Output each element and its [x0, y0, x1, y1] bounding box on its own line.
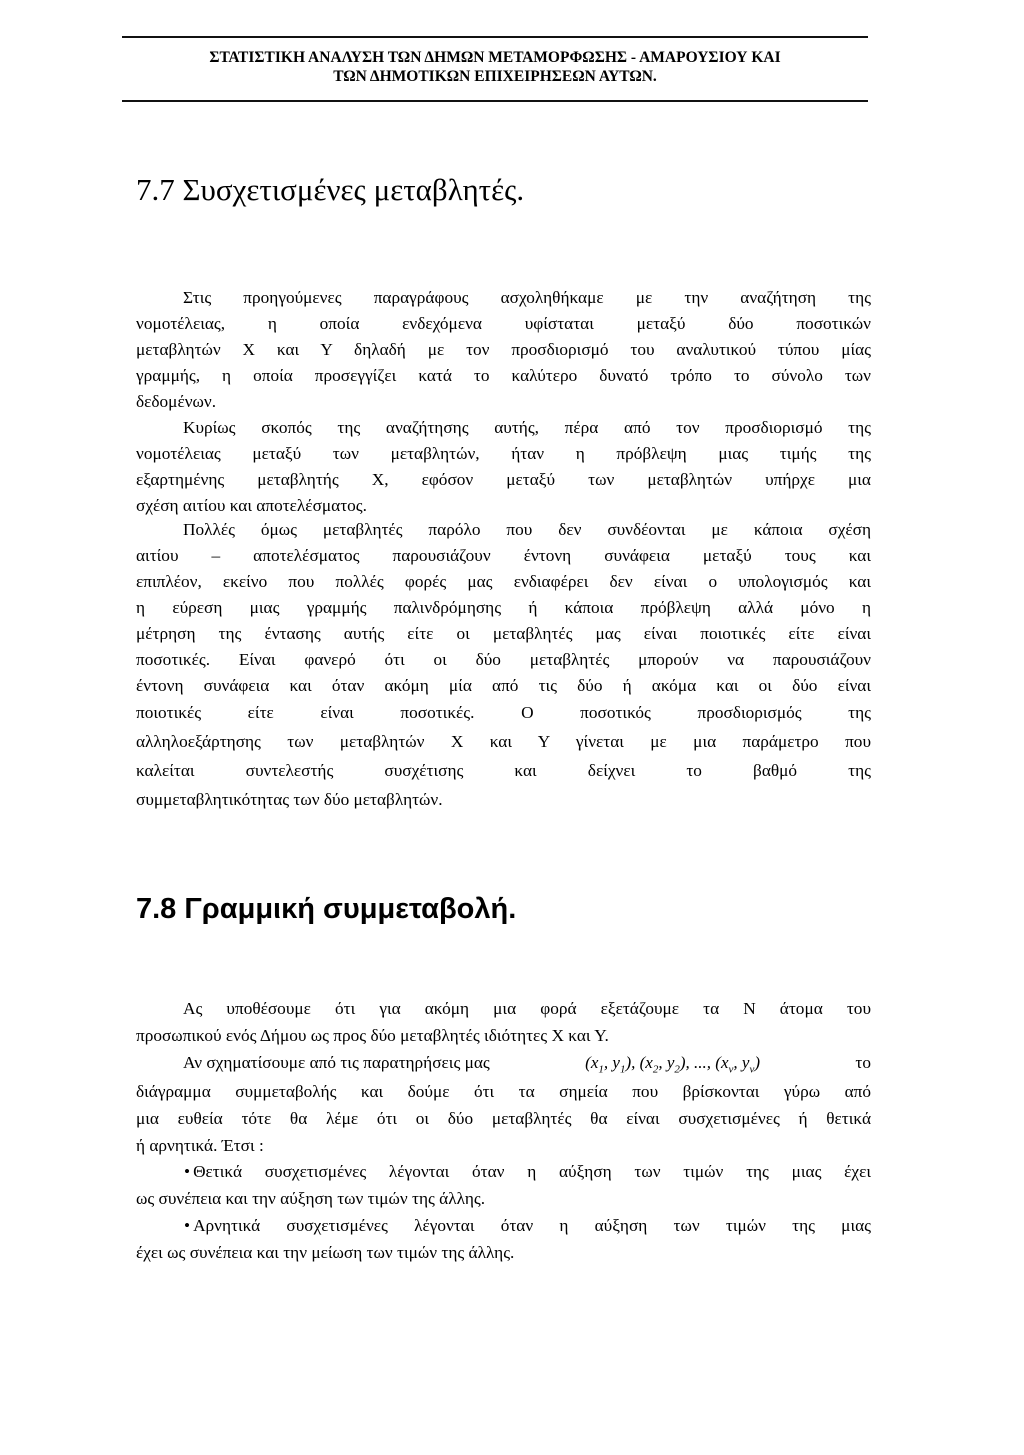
- bullet-icon: •: [184, 1162, 191, 1181]
- paragraph-line: προσωπικού ενός Δήμου ως προς δύο μεταβλητές ιδιότητες Χ και Υ.: [136, 1026, 609, 1045]
- paragraph-line: αιτίου – αποτελέσματος παρουσιάζουν έντονη συνάφεια μεταξύ τους και: [136, 546, 871, 565]
- line-text: Αν σχηματίσουμε από τις παρατηρήσεις μας: [183, 1053, 490, 1072]
- header-bottom-rule: [122, 100, 868, 102]
- paragraph-line: Στις προηγούμενες παραγράφους ασχοληθήκαμε με την αναζήτηση της: [183, 288, 871, 307]
- paragraph-line: η εύρεση μιας γραμμής παλινδρόμησης ή κάποια πρόβλεψη αλλά μόνο η: [136, 598, 871, 617]
- paragraph-line: αλληλοεξάρτησης των μεταβλητών Χ και Υ γίνεται με μια παράμετρο που: [136, 732, 871, 751]
- paragraph-line-with-formula: [183, 1052, 871, 1080]
- paragraph-line: μέτρηση της έντασης αυτής είτε οι μεταβλητές μας είναι ποιοτικές είτε είναι: [136, 624, 871, 643]
- running-header-line-1: ΣΤΑΤΙΣΤΙΚΗ ΑΝΑΛΥΣΗ ΤΩΝ ΔΗΜΩΝ ΜΕΤΑΜΟΡΦΩΣΗΣ - ΑΜΑΡΟΥΣΙΟΥ ΚΑΙ: [209, 49, 781, 66]
- paragraph-line: νομοτέλειας μεταξύ των μεταβλητών, ήταν η πρόβλεψη μιας τιμής της: [136, 444, 871, 463]
- section-7-7-heading: 7.7 Συσχετισμένες μεταβλητές.: [136, 172, 525, 207]
- paragraph-line: μεταβλητών Χ και Υ δηλαδή με τον προσδιορισμό του αναλυτικού τύπου μίας: [136, 340, 871, 359]
- section-7-8-heading: 7.8 Γραμμική συμμεταβολή.: [136, 893, 517, 925]
- paragraph-line: νομοτέλειας, η οποία ενδεχόμενα υφίσταται μεταξύ δύο ποσοτικών: [136, 314, 871, 333]
- paragraph-line: ποσοτικές. Είναι φανερό ότι οι δύο μεταβλητές μπορούν να παρουσιάζουν: [136, 650, 871, 669]
- paragraph-line: ή αρνητικά. Έτσι :: [136, 1136, 264, 1155]
- paragraph-line: συμμεταβλητικότητας των δύο μεταβλητών.: [136, 790, 443, 809]
- paragraph-line: Ας υποθέσουμε ότι για ακόμη μια φορά εξετάζουμε τα Ν άτομα του: [183, 999, 871, 1018]
- bullet-text: Θετικά συσχετισμένες λέγονται όταν η αύξηση των τιμών της μιας έχει: [193, 1162, 871, 1181]
- paragraph-line: έντονη συνάφεια και όταν ακόμη μία από τις δύο ή ακόμα και οι δύο είναι: [136, 676, 871, 695]
- paragraph-line: επιπλέον, εκείνο που πολλές φορές μας ενδιαφέρει δεν είναι ο υπολογισμός και: [136, 572, 871, 591]
- paragraph-line: εξαρτημένης μεταβλητής Χ, εφόσον μεταξύ των μεταβλητών υπήρχε μια: [136, 470, 871, 489]
- header-top-rule: [122, 36, 868, 38]
- paragraph-line: σχέση αιτίου και αποτελέσματος.: [136, 496, 367, 515]
- bullet-text: Αρνητικά συσχετισμένες λέγονται όταν η αύξηση των τιμών της μιας: [193, 1216, 871, 1235]
- bullet-item-negative: [184, 1215, 871, 1237]
- paragraph-line: έχει ως συνέπεια και την μείωση των τιμών της άλλης.: [136, 1243, 515, 1262]
- observation-pairs-formula: ($x_1$, $y_1$), ($x_2$, $y_2$), ..., ($x_\nu$, $y_\nu$): [585, 1053, 760, 1076]
- running-header-line-2: ΤΩΝ ΔΗΜΟΤΙΚΩΝ ΕΠΙΧΕΙΡΗΣΕΩΝ ΑΥΤΩΝ.: [333, 68, 657, 85]
- bullet-icon: •: [184, 1216, 191, 1235]
- paragraph-line: ως συνέπεια και την αύξηση των τιμών της άλλης.: [136, 1189, 486, 1208]
- paragraph-line: Πολλές όμως μεταβλητές παρόλο που δεν συνδέονται με κάποια σχέση: [183, 520, 871, 539]
- line-text: το: [855, 1053, 871, 1072]
- paragraph-line: δεδομένων.: [136, 392, 217, 411]
- bullet-item-positive: [184, 1161, 871, 1183]
- paragraph-line: Κυρίως σκοπός της αναζήτησης αυτής, πέρα από τον προσδιορισμό της: [183, 418, 871, 437]
- paragraph-line: διάγραμμα συμμεταβολής και δούμε ότι τα σημεία που βρίσκονται γύρω από: [136, 1082, 871, 1101]
- paragraph-line: ποιοτικές είτε είναι ποσοτικές. Ο ποσοτικός προσδιορισμός της: [136, 703, 871, 722]
- paragraph-line: γραμμής, η οποία προσεγγίζει κατά το καλύτερο δυνατό τρόπο το σύνολο των: [136, 366, 871, 385]
- paragraph-line: μια ευθεία τότε θα λέμε ότι οι δύο μεταβλητές θα είναι συσχετισμένες ή θετικά: [136, 1109, 871, 1128]
- paragraph-line: καλείται συντελεστής συσχέτισης και δείχνει το βαθμό της: [136, 761, 871, 780]
